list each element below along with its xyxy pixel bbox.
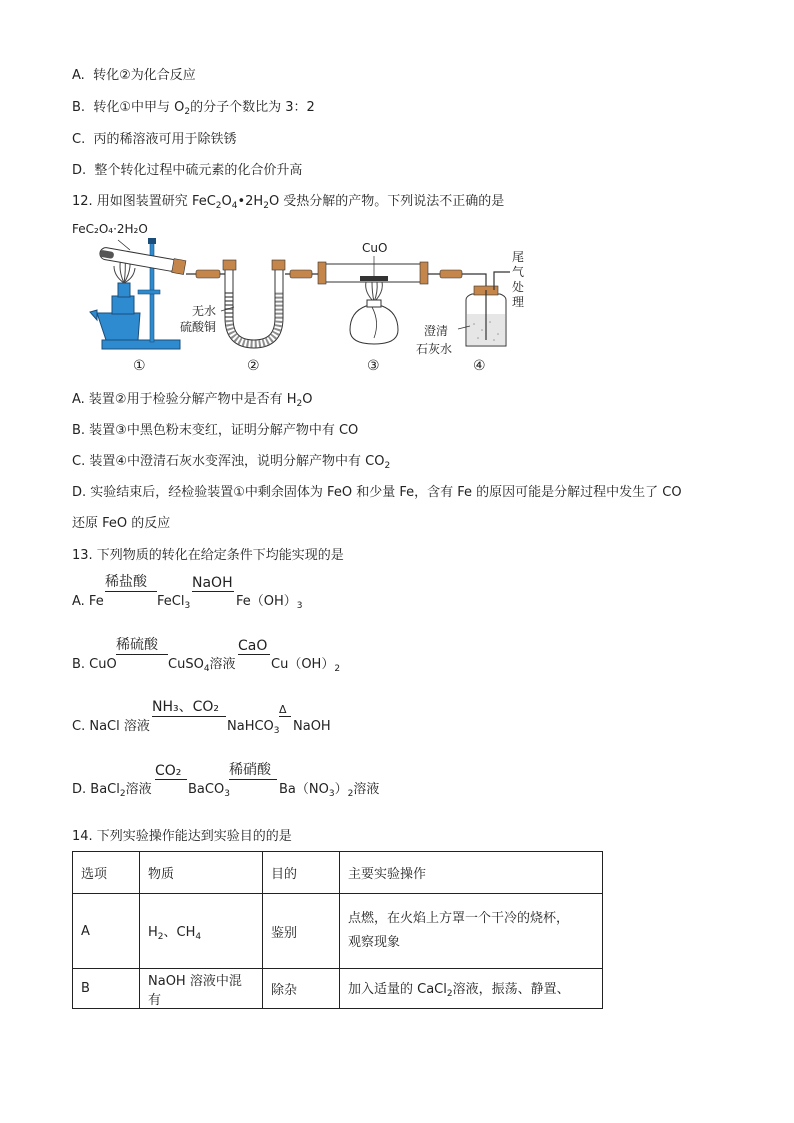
q13-option-a-middle: FeCl$_3$ (157, 594, 191, 611)
q13-option-a-arrow-2: NaOH (192, 578, 234, 594)
figure-tail-label-4: 理 (512, 295, 525, 309)
table-cell-substance: $H_2$、$CH_4$ (140, 894, 263, 969)
q12-option-a: A. 装置②用于检验分解产物中是否有 $H_2O$ (72, 392, 313, 409)
q13-option-c-end: NaOH (293, 719, 331, 734)
table-header-cell: 主要实验操作 (340, 852, 603, 894)
figure-number-1: ① (133, 358, 146, 374)
figure-tail-label-1: 尾 (512, 250, 525, 264)
table-cell-option: B (73, 969, 140, 1009)
q13-option-d-arrow-1: CO₂ (155, 766, 187, 782)
figure-limewater-label-2: 石灰水 (416, 342, 453, 356)
q14-stem: 14. 下列实验操作能达到实验目的的是 (72, 829, 292, 844)
table-cell-operation: 点燃，在火焰上方罩一个干冷的烧杯， 观察现象 (340, 894, 603, 969)
q12-option-d-line1: D. 实验结束后，经检验装置①中剩余固体为 FeO 和少量 Fe，含有 Fe 的原因可能是分解过程中发生了 CO (72, 485, 682, 500)
figure-desiccant-label-1: 无水 (192, 304, 217, 318)
q13-option-c-start: C. NaCl 溶液 (72, 719, 150, 734)
apparatus-4-limewater-bottle (466, 272, 510, 346)
figure-reagent-label: FeC₂O₄·2H₂O (72, 222, 148, 236)
q13-option-b-arrow-2: CaO (238, 641, 270, 657)
q12-option-b: B. 装置③中黑色粉末变红，证明分解产物中有 CO (72, 423, 359, 438)
q13-option-b-middle: CuSO$_4$溶液 (168, 657, 236, 674)
q11-option-c: C. 丙的稀溶液可用于除铁锈 (72, 132, 237, 147)
table-header-cell: 物质 (140, 852, 263, 894)
figure-tail-label-2: 气 (512, 265, 525, 279)
q13-option-b-end: $Cu(OH)_2$ (271, 657, 341, 674)
figure-tail-label-3: 处 (512, 280, 525, 294)
figure-number-4: ④ (473, 358, 486, 374)
q13-option-c-arrow-1: NH₃、CO₂ (152, 703, 226, 719)
q13-option-c-arrow-2: Δ (279, 703, 291, 719)
q11-option-b: B. 转化①中甲与 $O_2$的分子个数比为 3：2 (72, 100, 315, 117)
q13-option-a-start: A. Fe (72, 594, 104, 609)
figure-cuo-label: CuO (362, 241, 388, 255)
table-row (73, 894, 603, 969)
figure-desiccant-label-2: 硫酸铜 (180, 320, 217, 334)
table-header-row (73, 852, 603, 894)
q13-option-c-middle: NaHCO$_3$ (227, 719, 280, 736)
q13-option-d-start: D. BaCl$_2$溶液 (72, 782, 152, 799)
q12-stem: 12. 用如图装置研究 $FeC_2O_4•2H_2O$ 受热分解的产物。下列说法不正确的是 (72, 194, 505, 211)
q12-option-d-line2: 还原 FeO 的反应 (72, 516, 171, 531)
q13-option-d-end: $Ba(NO_3)_2$溶液 (279, 782, 380, 799)
table-header-cell: 目的 (263, 852, 340, 894)
q13-option-b-start: B. CuO (72, 657, 117, 672)
table-cell-purpose: 鉴别 (263, 894, 340, 969)
q13-option-d-middle: BaCO$_3$ (188, 782, 230, 799)
apparatus-3-cuo-tube (318, 256, 428, 344)
table-cell-operation: 加入适量的 CaCl$_2$溶液，振荡、静置、 (340, 969, 603, 1009)
q12-option-c: C. 装置④中澄清石灰水变浑浊，说明分解产物中有 $CO_2$ (72, 454, 391, 471)
q13-option-a-end: $Fe(OH)_3$ (236, 594, 303, 611)
table-row (73, 969, 603, 1009)
figure-number-3: ③ (367, 358, 380, 374)
q11-option-d: D. 整个转化过程中硫元素的化合价升高 (72, 163, 303, 178)
q14-table (72, 851, 603, 1009)
apparatus-1-heating (90, 238, 186, 349)
figure-number-2: ② (247, 358, 260, 374)
table-cell-option: A (73, 894, 140, 969)
figure-limewater-label-1: 澄清 (424, 324, 449, 338)
q13-stem: 13. 下列物质的转化在给定条件下均能实现的是 (72, 548, 344, 563)
table-cell-substance: NaOH 溶液中混有 (140, 969, 263, 1009)
apparatus-2-u-tube (223, 260, 285, 344)
q13-option-b-arrow-1: 稀硫酸 (116, 641, 168, 657)
table-cell-purpose: 除杂 (263, 969, 340, 1009)
q13-option-d-arrow-2: 稀硝酸 (229, 766, 277, 782)
table-header-cell: 选项 (73, 852, 140, 894)
q13-option-a-arrow-1: 稀盐酸 (105, 578, 157, 594)
q11-option-a: A. 转化②为化合反应 (72, 68, 196, 83)
